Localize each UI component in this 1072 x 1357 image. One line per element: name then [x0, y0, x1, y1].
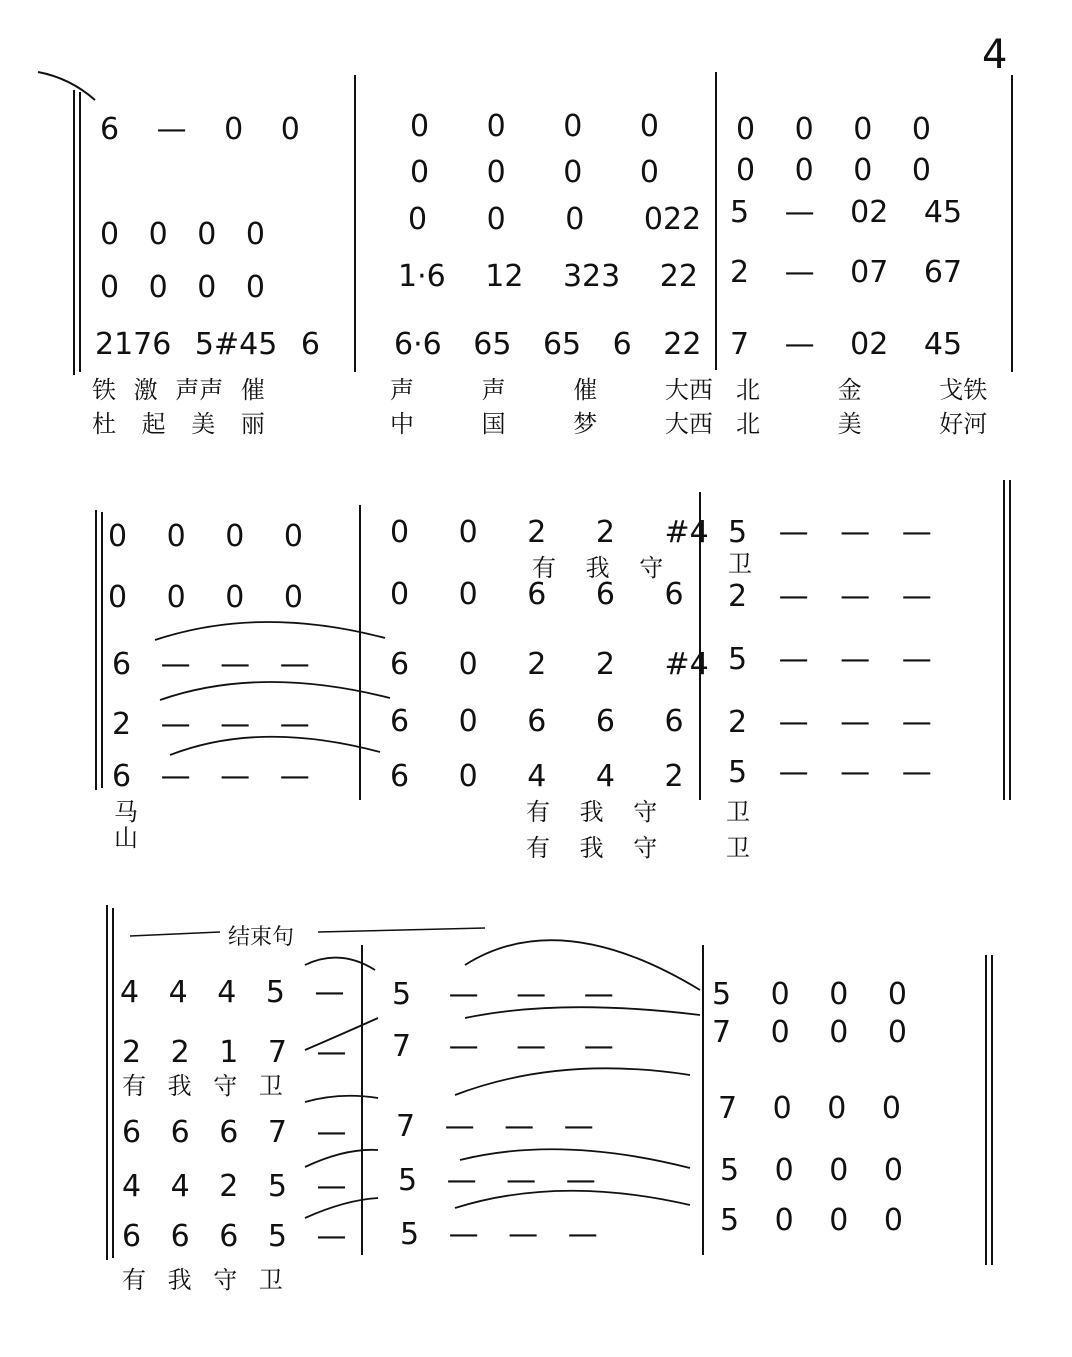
lyric-2-measure-2: 有 我 守 — [526, 834, 658, 862]
lyric-1-measure-2: 有 我 守 — [526, 798, 658, 826]
lyric-2-measure-3: 北 美 好河 — [736, 410, 988, 438]
voice-4-measure-1: 4 4 2 5 — — [122, 1169, 347, 1204]
lyric-1-measure-1: 马 — [114, 798, 138, 826]
lyric-2-measure-1: 山 — [114, 824, 138, 852]
voice-2-measure-1: 2 2 1 7 — — [122, 1035, 347, 1070]
voice-1-measure-3: 5 0 0 0 — [712, 977, 907, 1012]
voice-4-measure-3: 5 0 0 0 — [720, 1153, 903, 1188]
lyric-1-measure-3: 北 金 戈铁 — [736, 376, 988, 404]
voice-2-measure-3: 0 0 0 0 — [736, 153, 931, 188]
voice-5-measure-2: 5 — — — — [400, 1217, 598, 1252]
voice-2-measure-2: 0 0 0 0 — [410, 155, 659, 190]
voice-3-measure-2: 6 0 2 2 #4 — [390, 647, 709, 682]
lyric-1-measure-1: 铁 激 声声 催 — [92, 376, 265, 404]
voice-1-measure-1: 6 — 0 0 — [100, 112, 300, 147]
lyric-mid-measure-1: 有 我 守 卫 — [122, 1072, 283, 1100]
voice-5-measure-1: 6 6 6 5 — — [122, 1219, 347, 1254]
voice-3-measure-2: 0 0 0 022 — [408, 202, 702, 237]
voice-1-measure-2: 5 — — — — [392, 977, 614, 1012]
voice-3-measure-3: 5 — 02 45 — [730, 195, 963, 230]
voice-4-measure-2: 1·6 12 323 22 — [398, 259, 698, 294]
voice-5-measure-3: 5 0 0 0 — [720, 1203, 903, 1238]
voice-2-measure-2: 7 — — — — [392, 1029, 614, 1064]
voice-5-measure-3: 5 — — — — [728, 755, 932, 790]
lyric-1-measure-2: 声 声 催 大西 — [390, 376, 713, 404]
voice-2-measure-1: 0 0 0 0 — [108, 580, 303, 615]
lyric-upper-measure-3: 卫 — [728, 550, 752, 578]
voice-1-measure-1: 0 0 0 0 — [108, 519, 303, 554]
voice-1-measure-2: 0 0 0 0 — [410, 109, 659, 144]
voice-4-measure-2: 6 0 6 6 6 — [390, 704, 684, 739]
voice-4-measure-3: 2 — 07 67 — [730, 255, 963, 290]
lyric-2-measure-2: 中 国 梦 大西 — [390, 410, 713, 438]
ending-phrase-label: 结束句 — [222, 920, 300, 951]
voice-4-measure-3: 2 — — — — [728, 705, 932, 740]
voice-5-measure-2: 6·6 65 65 6 22 — [394, 327, 702, 362]
voice-1-measure-2: 0 0 2 2 #4 — [390, 515, 709, 550]
voice-1-measure-1: 4 4 4 5 — — [120, 975, 345, 1010]
voice-5-measure-1: 6 — — — — [112, 759, 310, 794]
lyric-2-measure-1: 杜 起 美 丽 — [92, 410, 265, 438]
voice-3-measure-3: 5 — — — — [728, 642, 932, 677]
voice-1-measure-3: 0 0 0 0 — [736, 112, 931, 147]
voice-5-measure-3: 7 — 02 45 — [730, 327, 963, 362]
voice-4-measure-1: 0 0 0 0 — [100, 270, 265, 305]
voice-4-measure-1: 2 — — — — [112, 707, 310, 742]
voice-3-measure-3: 7 0 0 0 — [718, 1091, 901, 1126]
lyric-2-measure-3: 卫 — [726, 834, 750, 862]
page-number: 4 — [982, 32, 1008, 78]
lyric-1-measure-1: 有 我 守 卫 — [122, 1266, 283, 1294]
voice-3-measure-1: 0 0 0 0 — [100, 217, 265, 252]
voice-2-measure-3: 7 0 0 0 — [712, 1015, 907, 1050]
voice-2-measure-3: 2 — — — — [728, 579, 932, 614]
voice-2-measure-2: 0 0 6 6 6 — [390, 577, 684, 612]
voice-5-measure-1: 2176 5#45 6 — [95, 327, 320, 362]
voice-5-measure-2: 6 0 4 4 2 — [390, 759, 684, 794]
voice-3-measure-1: 6 6 6 7 — — [122, 1115, 347, 1150]
voice-4-measure-2: 5 — — — — [398, 1163, 596, 1198]
voice-3-measure-2: 7 — — — — [396, 1109, 594, 1144]
voice-1-measure-3: 5 — — — — [728, 515, 932, 550]
lyric-upper-measure-2: 有 我 守 — [532, 554, 664, 582]
lyric-1-measure-3: 卫 — [726, 798, 750, 826]
voice-3-measure-1: 6 — — — — [112, 647, 310, 682]
